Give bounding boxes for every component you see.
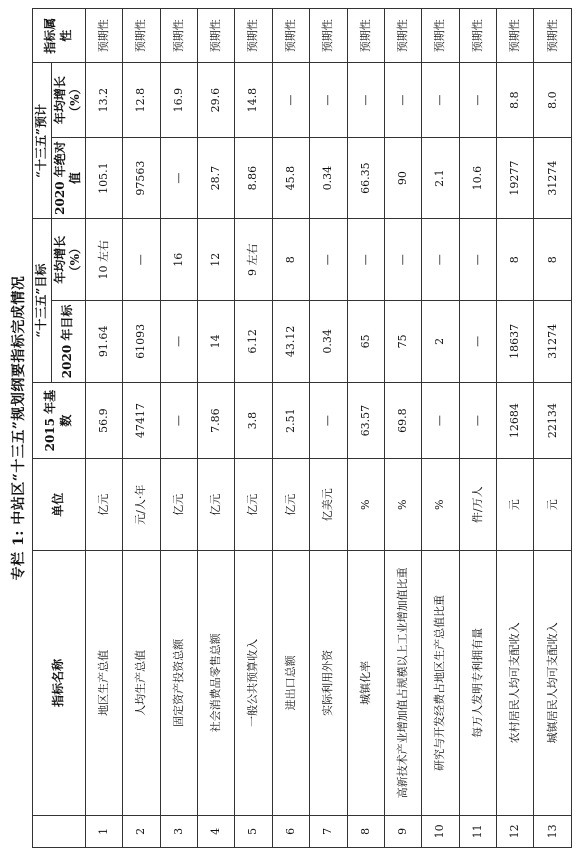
table-caption: 专栏 1: 中站区“十三五”规划纲要指标完成情况 (11, 275, 27, 581)
row-number: 7 (310, 815, 347, 847)
base-2015: 12684 (497, 382, 534, 459)
abs-2020: 19277 (497, 137, 534, 219)
target-growth: 10 左右 (85, 219, 122, 301)
indicator-attr: 预期性 (272, 9, 309, 63)
base-2015: 56.9 (85, 382, 122, 459)
indicator-name: 高新技术产业增加值占规模以上工业增加值比重 (384, 551, 421, 816)
indicator-name: 每万人发明专利拥有量 (459, 551, 496, 816)
target-2020: 14 (197, 301, 234, 383)
table-row (422, 9, 459, 848)
table-row (347, 9, 384, 848)
row-number: 13 (534, 815, 572, 847)
unit: 亿美元 (310, 459, 347, 551)
abs-2020: 0.34 (310, 137, 347, 219)
target-growth: 16 (160, 219, 197, 301)
unit: % (347, 459, 384, 551)
est-growth: — (310, 63, 347, 137)
indicator-attr: 预期性 (459, 9, 496, 63)
abs-2020: 90 (384, 137, 421, 219)
target-2020: 43.12 (272, 301, 309, 383)
target-2020: 65 (347, 301, 384, 383)
abs-2020: 8.86 (235, 137, 272, 219)
base-2015: 2.51 (272, 382, 309, 459)
est-growth: 13.2 (85, 63, 122, 137)
table-row (197, 9, 234, 848)
unit: 元/人·年 (123, 459, 160, 551)
header-row-1 (33, 9, 52, 848)
target-2020: 2 (422, 301, 459, 383)
table-row (85, 9, 122, 848)
base-2015: 3.8 (235, 382, 272, 459)
target-growth: 8 (272, 219, 309, 301)
indicator-name: 进出口总额 (272, 551, 309, 816)
table-row (534, 9, 572, 848)
base-2015: — (459, 382, 496, 459)
table-row (310, 9, 347, 848)
indicator-name: 地区生产总值 (85, 551, 122, 816)
target-2020: 0.34 (310, 301, 347, 383)
col-header-est-growth: 年均增长（%） (51, 63, 85, 137)
indicator-attr: 预期性 (534, 9, 572, 63)
base-2015: — (160, 382, 197, 459)
indicator-name: 实际利用外资 (310, 551, 347, 816)
target-growth: 9 左右 (235, 219, 272, 301)
unit: 亿元 (85, 459, 122, 551)
base-2015: 22134 (534, 382, 572, 459)
target-2020: 75 (384, 301, 421, 383)
unit: % (422, 459, 459, 551)
est-growth: — (347, 63, 384, 137)
indicator-name: 研究与开发经费占地区生产总值比重 (422, 551, 459, 816)
row-number: 10 (422, 815, 459, 847)
unit: 亿元 (272, 459, 309, 551)
table-body (85, 9, 571, 848)
indicator-attr: 预期性 (197, 9, 234, 63)
abs-2020: 28.7 (197, 137, 234, 219)
base-2015: 47417 (123, 382, 160, 459)
table-row (235, 9, 272, 848)
indicator-attr: 预期性 (85, 9, 122, 63)
target-growth: — (459, 219, 496, 301)
indicator-name: 固定资产投资总额 (160, 551, 197, 816)
base-2015: 63.57 (347, 382, 384, 459)
col-header-abs-2020: 2020 年绝对值 (51, 137, 85, 219)
row-number: 11 (459, 815, 496, 847)
indicator-attr: 预期性 (384, 9, 421, 63)
col-group-estimate: “十三五”预计 (33, 63, 52, 219)
target-growth: — (310, 219, 347, 301)
row-number: 8 (347, 815, 384, 847)
row-number: 2 (123, 815, 160, 847)
abs-2020: 31274 (534, 137, 572, 219)
base-2015: — (310, 382, 347, 459)
col-header-name: 指标名称 (33, 551, 86, 816)
abs-2020: — (160, 137, 197, 219)
base-2015: 69.8 (384, 382, 421, 459)
target-2020: — (459, 301, 496, 383)
col-header-base-2015: 2015 年基数 (33, 382, 86, 459)
indicator-attr: 预期性 (235, 9, 272, 63)
target-growth: 12 (197, 219, 234, 301)
abs-2020: 10.6 (459, 137, 496, 219)
table-row (459, 9, 496, 848)
col-group-target: “十三五”目标 (33, 219, 52, 382)
table-row (272, 9, 309, 848)
table-row (123, 9, 160, 848)
row-number: 6 (272, 815, 309, 847)
unit: 件/万人 (459, 459, 496, 551)
row-number: 1 (85, 815, 122, 847)
target-growth: 8 (497, 219, 534, 301)
est-growth: 16.9 (160, 63, 197, 137)
table-row (160, 9, 197, 848)
indicator-name: 人均生产总值 (123, 551, 160, 816)
col-header-target-2020: 2020 年目标 (51, 301, 85, 383)
indicator-attr: 预期性 (310, 9, 347, 63)
target-growth: — (347, 219, 384, 301)
unit: 亿元 (160, 459, 197, 551)
unit: % (384, 459, 421, 551)
indicator-name: 城镇化率 (347, 551, 384, 816)
target-2020: 6.12 (235, 301, 272, 383)
row-number: 5 (235, 815, 272, 847)
target-growth: 8 (534, 219, 572, 301)
unit: 亿元 (235, 459, 272, 551)
indicator-attr: 预期性 (422, 9, 459, 63)
abs-2020: 66.35 (347, 137, 384, 219)
indicator-table (32, 8, 572, 848)
abs-2020: 105.1 (85, 137, 122, 219)
target-2020: 91.64 (85, 301, 122, 383)
indicator-name: 城镇居民人均可支配收入 (534, 551, 572, 816)
base-2015: — (422, 382, 459, 459)
row-number: 12 (497, 815, 534, 847)
abs-2020: 45.8 (272, 137, 309, 219)
col-header-unit: 单位 (33, 459, 86, 551)
row-number: 4 (197, 815, 234, 847)
unit: 元 (534, 459, 572, 551)
target-growth: — (384, 219, 421, 301)
row-number: 9 (384, 815, 421, 847)
est-growth: — (459, 63, 496, 137)
est-growth: 8.0 (534, 63, 572, 137)
col-header-attr: 指标属性 (33, 9, 86, 63)
unit: 亿元 (197, 459, 234, 551)
indicator-name: 社会消费品零售总额 (197, 551, 234, 816)
indicator-attr: 预期性 (160, 9, 197, 63)
indicator-attr: 预期性 (123, 9, 160, 63)
abs-2020: 2.1 (422, 137, 459, 219)
est-growth: 29.6 (197, 63, 234, 137)
unit: 元 (497, 459, 534, 551)
indicator-name: 农村居民人均可支配收入 (497, 551, 534, 816)
est-growth: 14.8 (235, 63, 272, 137)
est-growth: — (422, 63, 459, 137)
target-growth: — (422, 219, 459, 301)
col-header-no (33, 815, 86, 847)
col-header-target-growth: 年均增长（%） (51, 219, 85, 301)
target-2020: 18637 (497, 301, 534, 383)
abs-2020: 97563 (123, 137, 160, 219)
est-growth: — (384, 63, 421, 137)
base-2015: 7.86 (197, 382, 234, 459)
est-growth: 8.8 (497, 63, 534, 137)
target-2020: — (160, 301, 197, 383)
table-row (497, 9, 534, 848)
est-growth: — (272, 63, 309, 137)
indicator-attr: 预期性 (347, 9, 384, 63)
row-number: 3 (160, 815, 197, 847)
target-growth: — (123, 219, 160, 301)
table-row (384, 9, 421, 848)
est-growth: 12.8 (123, 63, 160, 137)
indicator-attr: 预期性 (497, 9, 534, 63)
target-2020: 61093 (123, 301, 160, 383)
indicator-name: 一般公共预算收入 (235, 551, 272, 816)
target-2020: 31274 (534, 301, 572, 383)
